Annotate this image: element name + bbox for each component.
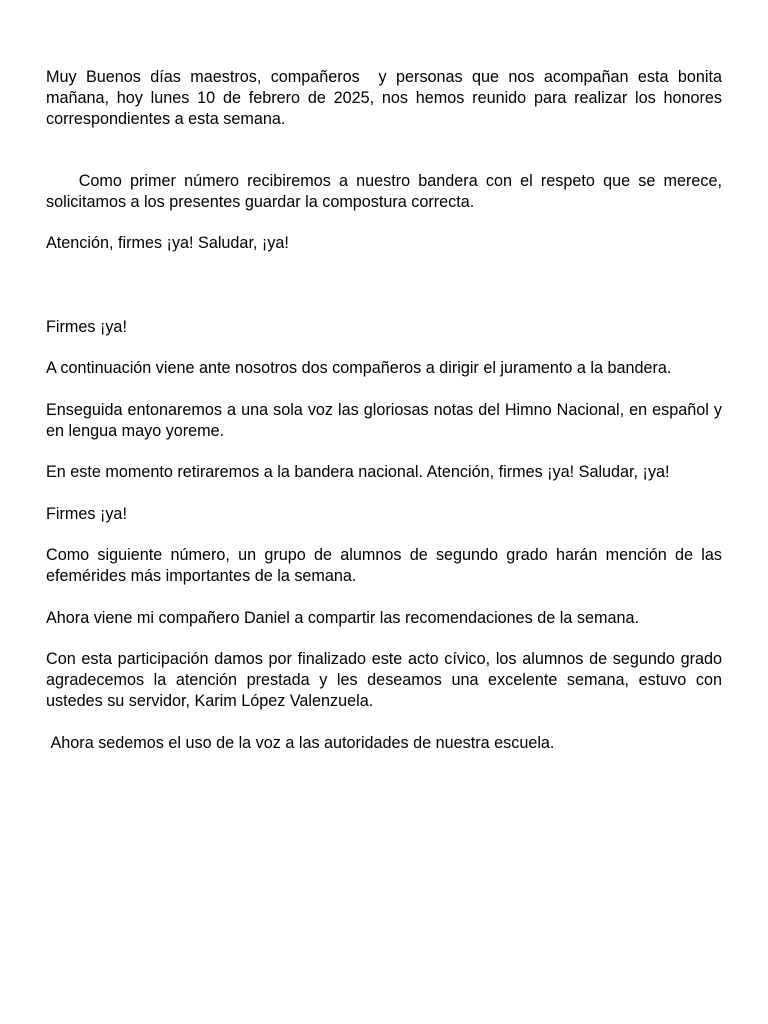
- command-line: Atención, firmes ¡ya! Saludar, ¡ya!: [46, 234, 289, 253]
- paragraph-efemerides: Como siguiente número, un grupo de alumnos de segundo grado harán mención de las efemérides más importantes de la semana.: [46, 546, 727, 586]
- paragraph-anthem: Enseguida entonaremos a una sola voz las gloriosas notas del Himno Nacional, en español y en lengua mayo yoreme.: [46, 400, 727, 440]
- paragraph-firmes-2: Firmes ¡ya!: [46, 504, 127, 523]
- paragraph-closing: Con esta participación damos por finalizado este acto cívico, los alumnos de segundo grado agradecemos la atención prestada y les deseamos una excelente semana, estuvo con ustedes su servidor, Karim López Valenzuela.: [46, 650, 727, 710]
- paragraph-recommendations: Ahora viene mi compañero Daniel a compartir las recomendaciones de la semana.: [46, 608, 639, 627]
- paragraph-firmes-1: Firmes ¡ya!: [46, 317, 127, 336]
- paragraph-authorities: Ahora sedemos el uso de la voz a las autoridades de nuestra escuela.: [46, 733, 555, 752]
- document-page: [46, 67, 727, 774]
- paragraph-flag-reception-text: Como primer número recibiremos a nuestro bandera con el respeto que se merece, solicitamos a los presentes guardar la compostura correcta.: [46, 171, 727, 211]
- paragraph-oath: A continuación viene ante nosotros dos compañeros a dirigir el juramento a la bandera.: [46, 359, 672, 378]
- paragraph-flag-retire: En este momento retiraremos a la bandera nacional. Atención, firmes ¡ya! Saludar, ¡ya!: [46, 463, 670, 482]
- paragraph-greeting: Muy Buenos días maestros, compañeros y personas que nos acompañan esta bonita mañana, hoy lunes 10 de febrero de 2025, nos hemos reunido para realizar los honores correspondientes a esta semana.: [46, 68, 727, 128]
- paragraph-flag-reception: [46, 150, 727, 296]
